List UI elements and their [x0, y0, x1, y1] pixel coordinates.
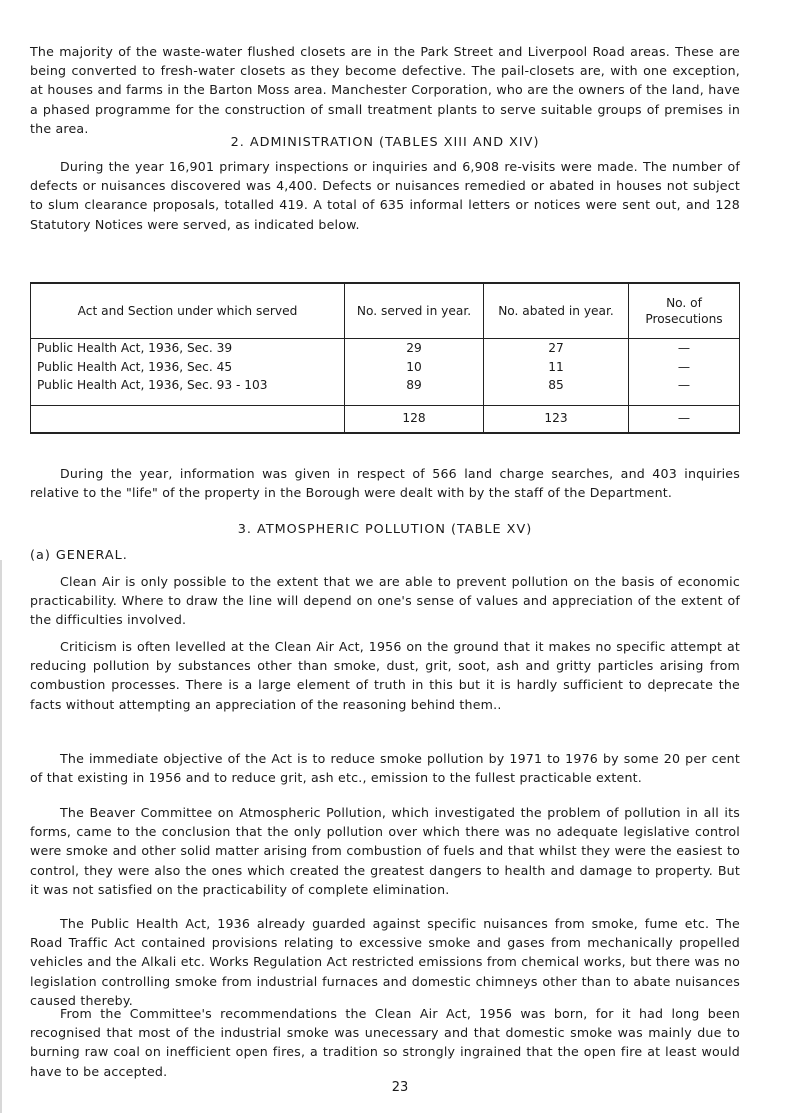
statutory-notices-table: [30, 282, 740, 434]
row-act: Public Health Act, 1936, Sec. 45: [31, 358, 345, 377]
row-act: Public Health Act, 1936, Sec. 93 - 103: [31, 376, 345, 395]
header-act: Act and Section under which served: [31, 283, 345, 339]
table-row: [31, 339, 740, 358]
row-prosecutions: —: [629, 358, 740, 377]
row-act: Public Health Act, 1936, Sec. 39: [31, 339, 345, 358]
table-row: [31, 376, 740, 395]
total-abated: 123: [484, 405, 629, 433]
committee-recommendations-paragraph: From the Committee's recommendations the Clean Air Act, 1956 was born, for it had long been recognised that most of the industrial smoke was unecessary and that domestic smoke was mainly due to burning raw coal on inefficient open fires, a tradition so strongly ingrained that the open fire at least would have to be accepted.: [30, 1006, 740, 1079]
land-charge-paragraph: During the year, information was given in respect of 566 land charge searches, and 403 inquiries relative to the "life" of the property in the Borough were dealt with by the staff of the Department.: [30, 466, 740, 501]
intro-paragraph: The majority of the waste-water flushed closets are in the Park Street and Liverpool Road areas. These are being converted to fresh-water closets as they become defective. The pail-closets are, with one exception, at houses and farms in the Barton Moss area. Manchester Corporation, who are the owners of the land, have a phased programme for the construction of small treatment plants to serve suitable groups of premises in the area.: [30, 44, 740, 136]
row-served: 89: [345, 376, 484, 395]
row-abated: 85: [484, 376, 629, 395]
total-served: 128: [345, 405, 484, 433]
clean-air-paragraph: Clean Air is only possible to the extent that we are able to prevent pollution on the basis of economic practicability. Where to draw the line will depend on one's sense of values and appreciation of the extent of the difficulties involved.: [30, 574, 740, 628]
row-served: 29: [345, 339, 484, 358]
section-3a-subheading: (a) GENERAL.: [30, 548, 128, 563]
row-served: 10: [345, 358, 484, 377]
section-2-heading: 2. ADMINISTRATION (TABLES XIII AND XIV): [230, 135, 540, 150]
row-prosecutions: —: [629, 339, 740, 358]
table-spacer-row: [31, 395, 740, 406]
section-2-paragraph: During the year 16,901 primary inspections or inquiries and 6,908 re-visits were made. The number of defects or nuisances discovered was 4,400. Defects or nuisances remedied or abated in houses not subject to slum clearance proposals, totalled 419. A total of 635 informal letters or notices were sent out, and 128 Statutory Notices were served, as indicated below.: [30, 159, 740, 232]
public-health-act-paragraph: The Public Health Act, 1936 already guarded against specific nuisances from smoke, fume etc. The Road Traffic Act contained provisions relating to excessive smoke and gases from mechanically propelled vehicles and the Alkali etc. Works Regulation Act restricted emissions from chemical works, but there was no legislation controlling smoke from industrial furnaces and domestic chimneys other than to abate nuisances caused thereby.: [30, 916, 740, 1008]
row-abated: 11: [484, 358, 629, 377]
section-3-heading: 3. ATMOSPHERIC POLLUTION (TABLE XV): [237, 522, 533, 537]
page-number: 23: [391, 1080, 409, 1095]
total-prosecutions: —: [629, 405, 740, 433]
objective-paragraph: The immediate objective of the Act is to reduce smoke pollution by 1971 to 1976 by some 20 per cent of that existing in 1956 and to reduce grit, ash etc., emission to the fullest practicable extent.: [30, 751, 740, 786]
table-totals-row: [31, 405, 740, 433]
row-abated: 27: [484, 339, 629, 358]
table-row: [31, 358, 740, 377]
header-served: No. served in year.: [345, 283, 484, 339]
criticism-paragraph: Criticism is often levelled at the Clean Air Act, 1956 on the ground that it makes no specific attempt at reducing pollution by substances other than smoke, dust, grit, soot, ash and gritty particles arising from combustion processes. There is a large element of truth in this but it is hardly sufficient to deprecate the facts without attempting an appreciation of the reasoning behind them..: [30, 639, 740, 712]
header-prosecutions: No. of Prosecutions: [629, 283, 740, 339]
beaver-committee-paragraph: The Beaver Committee on Atmospheric Pollution, which investigated the problem of pollution in all its forms, came to the conclusion that the only pollution over which there was no adequate legislative control were smoke and other solid matter arising from combustion of fuels and that whilst they were the easiest to control, they were also the ones which created the greatest dangers to health and damage to property. But it was not satisfied on the practicability of complete elimination.: [30, 805, 740, 897]
header-abated: No. abated in year.: [484, 283, 629, 339]
table-header-row: [31, 283, 740, 339]
scan-edge-shadow: [0, 560, 2, 1113]
row-prosecutions: —: [629, 376, 740, 395]
